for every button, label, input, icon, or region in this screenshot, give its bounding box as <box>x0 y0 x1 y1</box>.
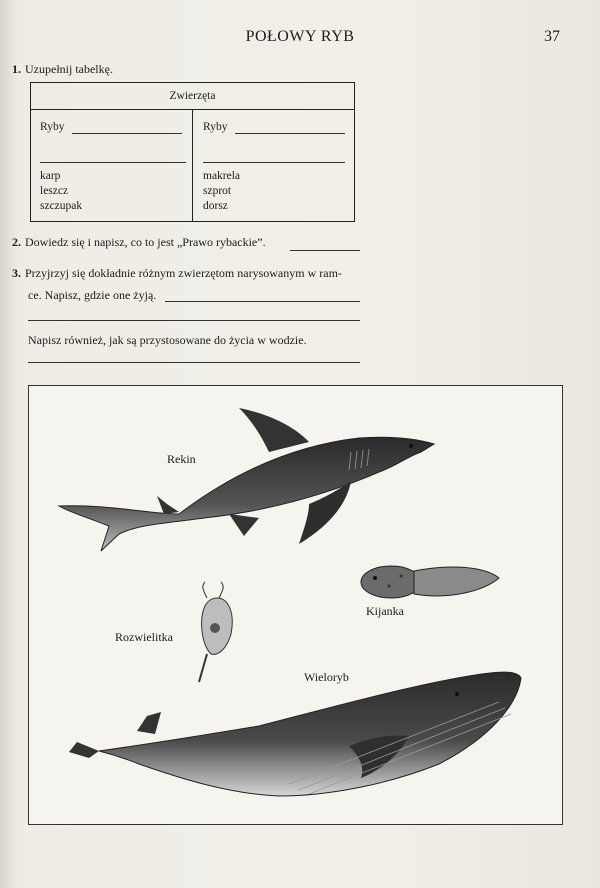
left-label: Ryby <box>40 121 65 133</box>
table-cell-left <box>40 121 185 216</box>
exercise-3-number: 3. <box>12 266 21 280</box>
exercise-1-text: Uzupełnij tabelkę. <box>25 62 113 76</box>
animals-table <box>30 82 355 222</box>
right-item-1: makrela <box>203 170 241 182</box>
animals-illustration <box>29 386 564 826</box>
table-cell-right <box>203 121 348 216</box>
daphnia-drawing <box>199 582 232 682</box>
right-item-2: szprot <box>203 185 232 197</box>
answer-line-ex3-3[interactable] <box>28 362 360 363</box>
table-divider <box>192 109 193 221</box>
label-daphnia: Rozwielitka <box>115 630 173 644</box>
answer-line-ex3-1[interactable] <box>165 301 360 302</box>
right-item-3: dorsz <box>203 200 228 212</box>
answer-line-left-2[interactable] <box>40 162 186 163</box>
label-tadpole: Kijanka <box>366 604 404 618</box>
exercise-1-number: 1. <box>12 62 21 76</box>
left-item-3: szczupak <box>40 200 83 212</box>
page-title: POŁOWY RYB <box>245 28 355 45</box>
left-item-1: karp <box>40 170 61 182</box>
animals-frame <box>28 385 563 825</box>
answer-line-right-2[interactable] <box>203 162 345 163</box>
label-whale: Wieloryb <box>304 670 349 684</box>
exercise-1-prompt <box>12 62 113 77</box>
tadpole-drawing <box>361 566 499 598</box>
exercise-3-prompt-line2: ce. Napisz, gdzie one żyją. <box>28 288 157 302</box>
exercise-3-text-1: Przyjrzyj się dokładnie różnym zwierzętom narysowanym w ram- <box>25 266 342 280</box>
right-label: Ryby <box>203 121 228 133</box>
answer-line-ex3-2[interactable] <box>28 320 360 321</box>
table-header: Zwierzęta <box>31 83 354 110</box>
exercise-2-text: Dowiedz się i napisz, co to jest „Prawo rybackie”. <box>25 235 266 249</box>
answer-line-right-1[interactable] <box>235 133 345 134</box>
answer-line-left-1[interactable] <box>72 133 182 134</box>
answer-line-ex2[interactable] <box>290 250 360 251</box>
page-number: 37 <box>544 28 560 45</box>
whale-drawing <box>69 672 521 796</box>
left-item-2: leszcz <box>40 185 69 197</box>
label-shark: Rekin <box>167 452 196 466</box>
exercise-2-number: 2. <box>12 235 21 249</box>
exercise-2-prompt <box>12 235 266 250</box>
shark-drawing <box>59 408 434 551</box>
exercise-3-extra-text: Napisz również, jak są przystosowane do życia w wodzie. <box>28 333 307 347</box>
exercise-3-prompt-line1 <box>12 266 342 281</box>
